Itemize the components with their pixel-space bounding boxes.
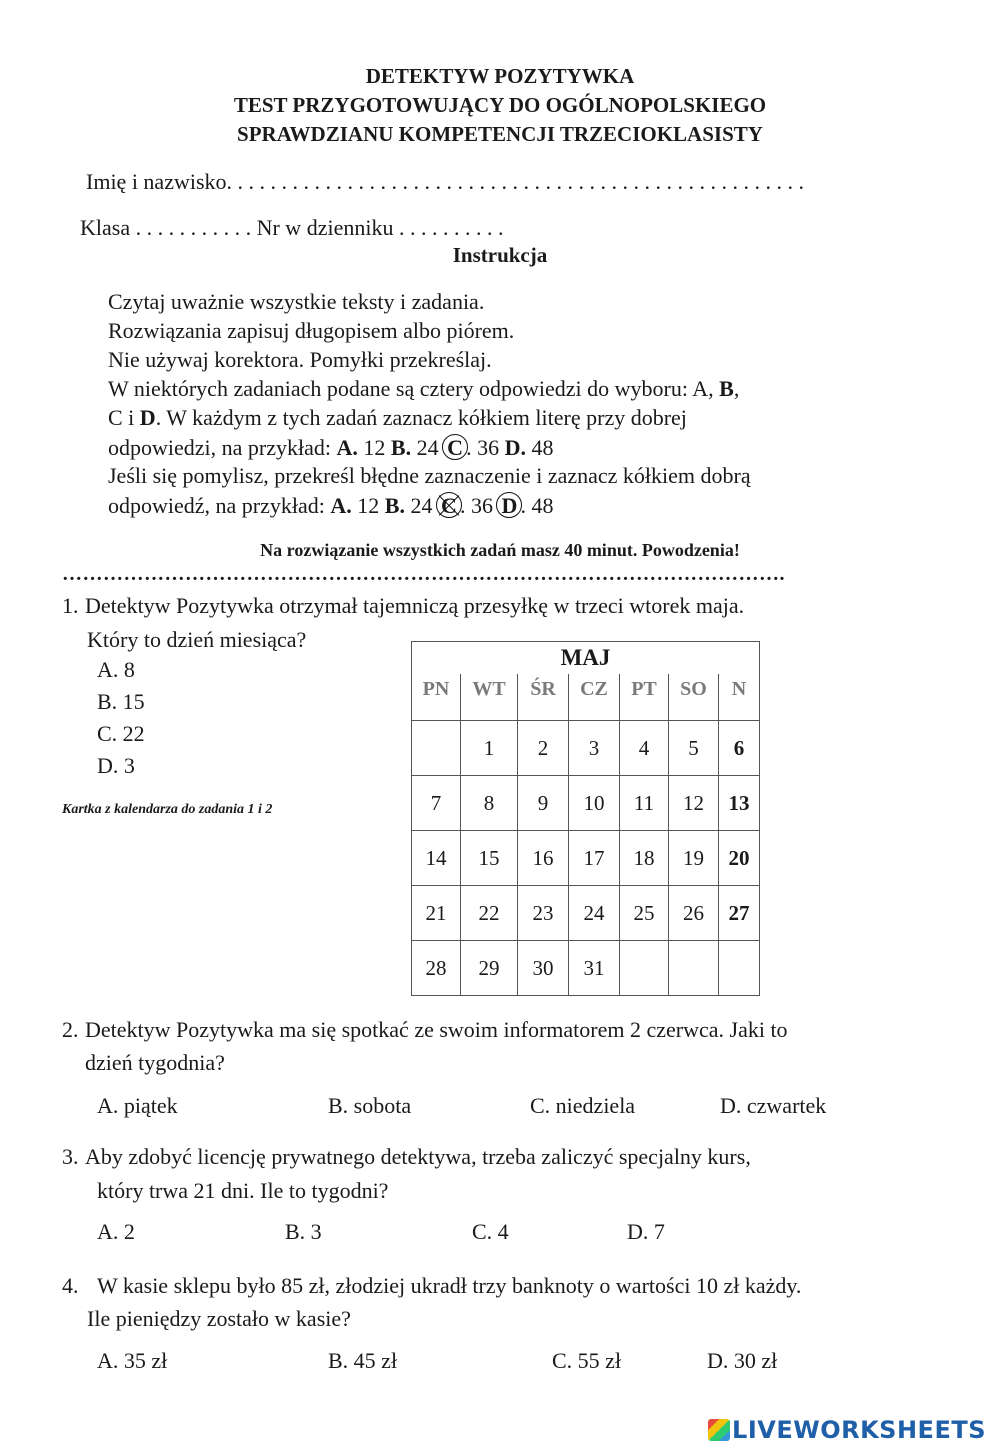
calendar-day: 7 (412, 776, 461, 831)
calendar-day: 8 (461, 776, 518, 831)
q2-option-d[interactable]: D. czwartek (720, 1093, 827, 1118)
corrected-answer-example: D (496, 492, 522, 518)
calendar-day: 10 (569, 776, 620, 831)
calendar-day (412, 721, 461, 776)
calendar-day: 30 (518, 941, 569, 996)
calendar-day: 27 (719, 886, 760, 941)
q2-option-b[interactable]: B. sobota (328, 1093, 412, 1118)
calendar-week (412, 721, 760, 776)
instructions-heading: Instrukcja (452, 243, 548, 267)
instruction-line-8: odpowiedź, na przykład: A. 12 B. 24 C . 36 D . 48 (108, 493, 554, 518)
calendar-caption: Kartka z kalendarza do zadania 1 i 2 (62, 802, 273, 817)
q2-text-line-1: Detektyw Pozytywka ma się spotkać ze swoim informatorem 2 czerwca. Jaki to (85, 1017, 788, 1042)
calendar-day: 20 (719, 831, 760, 886)
q4-option-b[interactable]: B. 45 zł (328, 1348, 398, 1373)
title-line-2: TEST PRZYGOTOWUJĄCY DO OGÓLNOPOLSKIEGO (233, 93, 767, 117)
crossed-answer-example: C (436, 492, 462, 518)
q4-number: 4. (62, 1273, 79, 1298)
day-header: N (719, 674, 760, 721)
q1-option-d[interactable]: D. 3 (97, 753, 135, 778)
day-header: ŚR (518, 674, 569, 721)
q1-option-a[interactable]: A. 8 (97, 657, 135, 682)
q2-option-c[interactable]: C. niedziela (530, 1093, 636, 1118)
calendar-day (719, 941, 760, 996)
q3-option-d[interactable]: D. 7 (627, 1219, 665, 1244)
time-note: Na rozwiązanie wszystkich zadań masz 40 minut. Powodzenia! (260, 540, 740, 560)
calendar-day: 11 (620, 776, 669, 831)
q2-text-line-2: dzień tygodnia? (85, 1050, 225, 1075)
q1-option-b[interactable]: B. 15 (97, 689, 145, 714)
instruction-line-2: Rozwiązania zapisuj długopisem albo piórem. (108, 318, 515, 343)
calendar-week (412, 941, 760, 996)
calendar-day (669, 941, 719, 996)
class-field[interactable]: Klasa . . . . . . . . . . . Nr w dzienniku . . . . . . . . . . (80, 215, 504, 240)
calendar-day (620, 941, 669, 996)
q1-text-line-2: Który to dzień miesiąca? (87, 627, 307, 652)
calendar-day: 13 (719, 776, 760, 831)
calendar-week (412, 886, 760, 941)
calendar-day: 28 (412, 941, 461, 996)
q1-option-c[interactable]: C. 22 (97, 721, 145, 746)
calendar-day: 2 (518, 721, 569, 776)
calendar-day: 22 (461, 886, 518, 941)
instruction-line-6: odpowiedzi, na przykład: A. 12 B. 24 C . 36 D. 48 (108, 435, 554, 460)
calendar-day: 16 (518, 831, 569, 886)
calendar-day: 4 (620, 721, 669, 776)
calendar-week (412, 776, 760, 831)
calendar-day: 9 (518, 776, 569, 831)
q4-option-a[interactable]: A. 35 zł (97, 1348, 168, 1373)
calendar-day: 5 (669, 721, 719, 776)
name-field[interactable]: Imię i nazwisko. . . . . . . . . . . . . . . . . . . . . . . . . . . . . . . . . . . . . . . . . . . . . . . . . . . . . (86, 169, 805, 194)
calendar-day: 25 (620, 886, 669, 941)
title-line-3: SPRAWDZIANU KOMPETENCJI TRZECIOKLASISTY (237, 122, 763, 146)
separator-line: ……………………………………………………………………………………………. (62, 563, 785, 585)
q3-option-c[interactable]: C. 4 (472, 1219, 509, 1244)
calendar-month: MAJ (412, 642, 760, 675)
q4-option-c[interactable]: C. 55 zł (552, 1348, 622, 1373)
liveworksheets-logo: LIVEWORKSHEETS (708, 1416, 986, 1444)
day-header: CZ (569, 674, 620, 721)
calendar-day: 18 (620, 831, 669, 886)
calendar-day: 26 (669, 886, 719, 941)
instruction-line-1: Czytaj uważnie wszystkie teksty i zadania. (108, 289, 485, 314)
calendar-day: 3 (569, 721, 620, 776)
calendar-day: 21 (412, 886, 461, 941)
calendar-day: 1 (461, 721, 518, 776)
q3-number: 3. (62, 1144, 79, 1169)
calendar-day: 31 (569, 941, 620, 996)
q2-number: 2. (62, 1017, 79, 1042)
title-line-1: DETEKTYW POZYTYWKA (365, 64, 635, 88)
calendar-day: 29 (461, 941, 518, 996)
q4-text-line-2: Ile pieniędzy zostało w kasie? (87, 1306, 351, 1331)
q3-option-a[interactable]: A. 2 (97, 1219, 135, 1244)
day-header: WT (461, 674, 518, 721)
day-header: PT (620, 674, 669, 721)
instruction-line-5: C i D. W każdym z tych zadań zaznacz kółkiem literę przy dobrej (108, 405, 687, 430)
q1-number: 1. (62, 593, 79, 618)
q3-option-b[interactable]: B. 3 (285, 1219, 322, 1244)
q3-text-line-1: Aby zdobyć licencję prywatnego detektywa, trzeba zaliczyć specjalny kurs, (85, 1144, 751, 1169)
calendar-day: 19 (669, 831, 719, 886)
calendar-day: 12 (669, 776, 719, 831)
instruction-line-3: Nie używaj korektora. Pomyłki przekreślaj. (108, 347, 492, 372)
q1-text-line-1: Detektyw Pozytywka otrzymał tajemniczą przesyłkę w trzeci wtorek maja. (85, 593, 745, 618)
calendar-day: 17 (569, 831, 620, 886)
calendar-day: 24 (569, 886, 620, 941)
q4-option-d[interactable]: D. 30 zł (707, 1348, 778, 1373)
calendar-day: 23 (518, 886, 569, 941)
day-header: PN (412, 674, 461, 721)
q2-option-a[interactable]: A. piątek (97, 1093, 178, 1118)
calendar-day: 14 (412, 831, 461, 886)
calendar-day: 6 (719, 721, 760, 776)
calendar-table (411, 641, 760, 996)
calendar-day: 15 (461, 831, 518, 886)
liveworksheets-icon (708, 1419, 730, 1441)
instruction-line-4: W niektórych zadaniach podane są cztery odpowiedzi do wyboru: A, B, (108, 376, 740, 401)
day-header: SO (669, 674, 719, 721)
instruction-line-7: Jeśli się pomylisz, przekreśl błędne zaznaczenie i zaznacz kółkiem dobrą (108, 463, 751, 488)
q3-text-line-2: który trwa 21 dni. Ile to tygodni? (97, 1178, 389, 1203)
circled-answer-example: C (442, 434, 468, 460)
q4-text-line-1: W kasie sklepu było 85 zł, złodziej ukradł trzy banknoty o wartości 10 zł każdy. (97, 1273, 802, 1298)
calendar-week (412, 831, 760, 886)
